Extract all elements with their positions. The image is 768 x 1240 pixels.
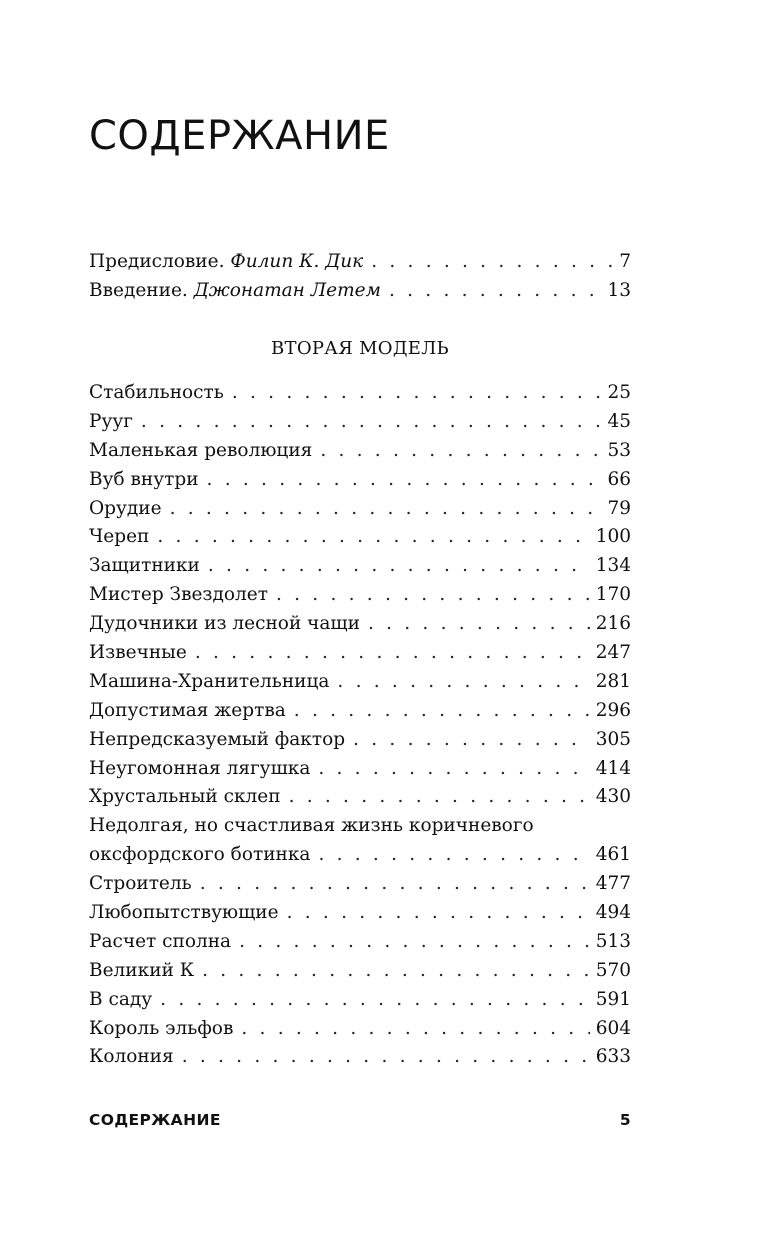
toc-entry (89, 697, 631, 726)
dot-leader (276, 581, 590, 610)
running-title: СОДЕРЖАНИЕ (89, 1111, 221, 1129)
dot-leader (200, 870, 590, 899)
toc-entry-label: Великий К (89, 959, 195, 981)
toc-entry (89, 408, 631, 437)
toc-entry-page: 100 (595, 526, 631, 548)
toc-entry-label-first-line: Недолгая, но счастливая жизнь коричневого (89, 815, 534, 837)
toc-entry-label: Орудие (89, 497, 162, 519)
toc-entry (89, 639, 631, 668)
toc-entry-label: Рууг (89, 410, 133, 432)
dot-leader (232, 379, 602, 408)
dot-leader (160, 986, 590, 1015)
dot-leader (389, 277, 601, 306)
toc-entry (89, 248, 631, 277)
toc-entry-page: 170 (595, 584, 631, 606)
toc-entry-page: 79 (607, 497, 631, 519)
toc-entry-page: 25 (607, 382, 631, 403)
toc-entry (89, 437, 631, 466)
toc-entry-label: Непредсказуемый фактор (89, 728, 346, 750)
toc-entry (89, 277, 631, 306)
toc-entry-page: 513 (595, 930, 631, 952)
section-heading: ВТОРАЯ МОДЕЛЬ (270, 338, 449, 359)
toc-entry-page: 633 (595, 1046, 631, 1068)
toc-entry-page: 305 (595, 728, 631, 750)
toc-intro (89, 248, 631, 306)
toc-entry-label: Король эльфов (89, 1017, 234, 1039)
toc-main-list (89, 379, 631, 1072)
toc-entry-label: Череп (89, 526, 150, 548)
dot-leader (368, 610, 590, 639)
toc-entry (89, 726, 631, 755)
toc-entry-label: Дудочники из лесной чащи (89, 613, 360, 635)
toc-entry-label: Неугомонная лягушка (89, 757, 311, 779)
toc-entry-label: Защитники (89, 555, 200, 577)
toc-entry-label: Колония (89, 1046, 174, 1068)
toc-entry (89, 581, 631, 610)
toc-entry-page: 430 (595, 786, 631, 808)
toc-entry-page: 216 (595, 613, 631, 635)
toc-entry (89, 1015, 631, 1044)
toc-entry (89, 495, 631, 524)
toc-entry (89, 957, 631, 986)
toc-entry-page: 45 (607, 410, 631, 432)
toc-entry-page: 570 (595, 959, 631, 981)
toc-entry-author: Джонатан Летем (193, 279, 381, 301)
toc-entry (89, 610, 631, 639)
toc-entry (89, 928, 631, 957)
page-number: 5 (619, 1111, 631, 1129)
toc-entry-page: 53 (607, 439, 631, 461)
toc-entry-label: Машина-Хранительница (89, 670, 330, 692)
toc-entry (89, 379, 631, 408)
dot-leader (182, 1043, 590, 1072)
toc-entry-label: Мистер Звездолет (89, 584, 268, 606)
toc-entry (89, 899, 631, 928)
dot-leader (195, 639, 590, 668)
toc-entry (89, 870, 631, 899)
toc-entry-label: Извечные (89, 642, 187, 664)
toc-entry-page: 66 (607, 468, 631, 490)
toc-entry-page: 134 (595, 555, 631, 577)
toc-entry-page: 13 (607, 279, 631, 301)
toc-entry-page: 281 (595, 670, 631, 692)
toc-entry (89, 986, 631, 1015)
toc-entry-page: 296 (595, 699, 631, 721)
toc-entry-page: 494 (595, 902, 631, 924)
dot-leader (170, 495, 602, 524)
dot-leader (353, 726, 590, 755)
toc-entry-label: Стабильность (89, 382, 224, 403)
toc-entry-label: Строитель (89, 873, 192, 895)
toc-entry-label: Допустимая жертва (89, 699, 286, 721)
toc-entry-label: Введение. Джонатан Летем (89, 279, 381, 301)
dot-leader (287, 899, 590, 928)
toc-entry-page: 604 (595, 1017, 631, 1039)
dot-leader (337, 668, 589, 697)
toc-entry (89, 1043, 631, 1072)
toc-entry-page: 591 (595, 988, 631, 1010)
dot-leader (202, 957, 590, 986)
toc-entry-label: оксфордского ботинка (89, 844, 311, 866)
toc-entry (89, 783, 631, 812)
toc-entry-label: Расчет сполна (89, 930, 232, 952)
dot-leader (294, 697, 590, 726)
toc-entry-page: 477 (595, 873, 631, 895)
toc-entry-label: Маленькая революция (89, 439, 313, 461)
dot-leader (157, 523, 589, 552)
dot-leader (371, 248, 613, 277)
toc-entry (89, 523, 631, 552)
page-title: СОДЕРЖАНИЕ (89, 113, 390, 159)
dot-leader (208, 552, 590, 581)
toc-entry-label: Предисловие. Филип К. Дик (89, 251, 364, 272)
toc-entry (89, 466, 631, 495)
toc-entry (89, 668, 631, 697)
toc-entry-page: 414 (595, 757, 631, 779)
dot-leader (289, 783, 590, 812)
toc-entry-label: В саду (89, 988, 153, 1010)
toc-entry-page: 247 (595, 642, 631, 664)
toc-entry-author: Филип К. Дик (230, 251, 364, 272)
toc-entry-page: 461 (595, 844, 631, 866)
toc-entry (89, 755, 631, 784)
dot-leader (318, 755, 589, 784)
dot-leader (207, 466, 602, 495)
dot-leader (239, 928, 590, 957)
toc-entry-label: Хрустальный склеп (89, 786, 281, 808)
toc-entry-page: 7 (619, 251, 631, 272)
dot-leader (318, 841, 589, 870)
toc-entry-label: Вуб внутри (89, 468, 199, 490)
toc-entry-label: Любопытствующие (89, 902, 279, 924)
toc-entry (89, 841, 631, 870)
dot-leader (320, 437, 601, 466)
dot-leader (241, 1015, 589, 1044)
toc-entry (89, 552, 631, 581)
dot-leader (141, 408, 602, 437)
page-footer (89, 1110, 631, 1130)
